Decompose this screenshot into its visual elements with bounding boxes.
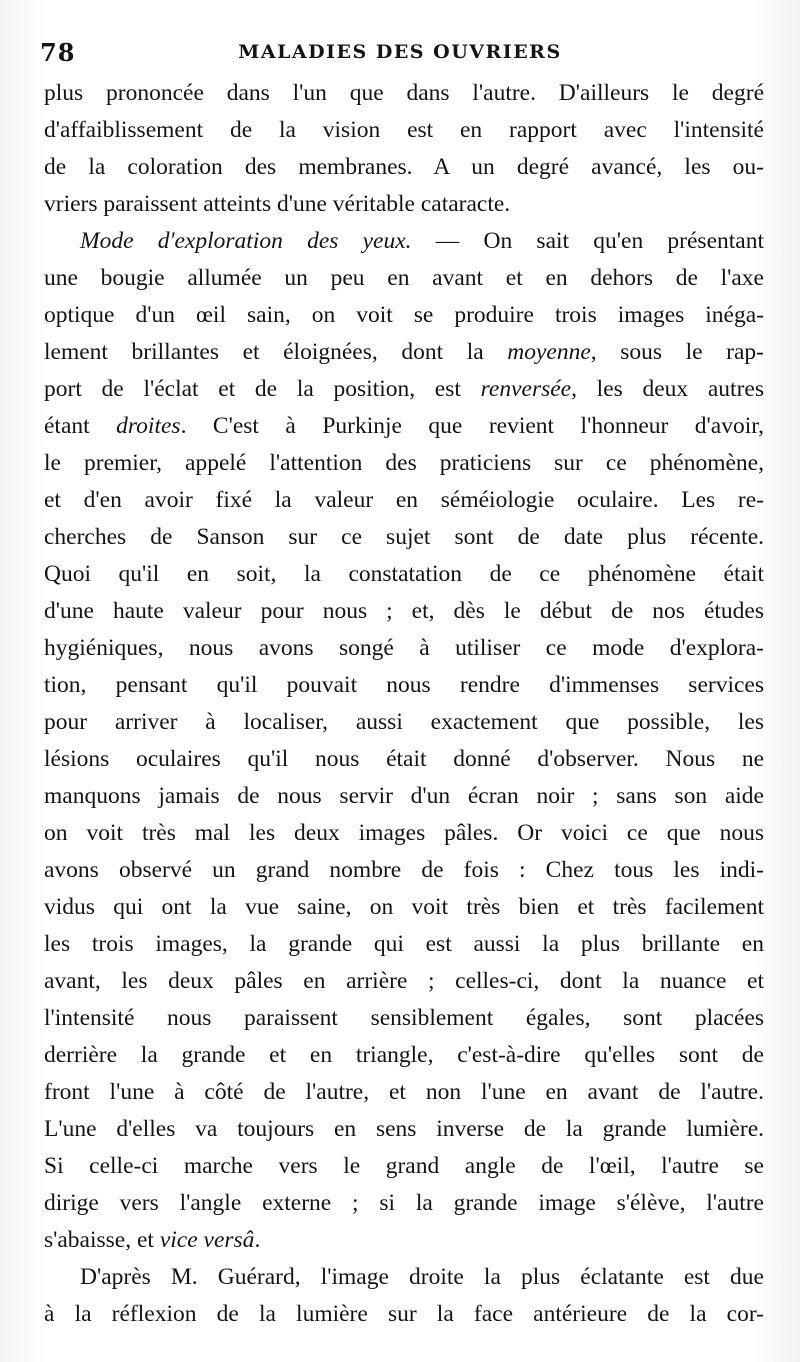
text-line — [44, 186, 764, 223]
line-text: — On sait qu'en présentant — [411, 228, 764, 254]
line-text: . — [254, 1227, 261, 1253]
text-line — [44, 741, 764, 778]
running-title: MALADIES DES OUVRIERS — [238, 41, 562, 63]
italic-text: renversée — [480, 376, 572, 402]
line-text: optique d'un œil sain, on voit se produire trois images inéga- — [44, 302, 764, 328]
line-text: manquons jamais de nous servir d'un écran noir ; sans son aide — [44, 783, 764, 809]
line-text: lésions oculaires qu'il nous était donné d'observer. Nous ne — [44, 746, 764, 772]
line-text: Quoi qu'il en soit, la constatation de ce phénomène était — [44, 561, 764, 587]
line-text: , les deux autres — [571, 376, 764, 402]
italic-text: vice versâ — [159, 1227, 255, 1253]
text-line — [44, 112, 764, 149]
line-text: le premier, appelé l'attention des praticiens sur ce phénomène, — [44, 450, 764, 476]
text-line — [44, 334, 764, 371]
line-text: étant — [44, 413, 117, 439]
text-line — [44, 630, 764, 667]
line-text: de la coloration des membranes. A un degré avancé, les ou- — [44, 154, 764, 180]
line-text: . C'est à Purkinje que revient l'honneur d'avoir, — [180, 413, 765, 439]
text-line — [44, 260, 764, 297]
text-line — [44, 1259, 764, 1296]
line-text: Si celle-ci marche vers le grand angle de l'œil, l'autre se — [44, 1153, 764, 1179]
text-line — [44, 297, 764, 334]
line-text: d'une haute valeur pour nous ; et, dès le début de nos études — [44, 598, 764, 624]
line-text: front l'une à côté de l'autre, et non l'une en avant de l'autre. — [44, 1079, 764, 1105]
text-line — [44, 75, 764, 112]
text-line — [44, 1148, 764, 1185]
line-text: à la réflexion de la lumière sur la face antérieure de la cor- — [44, 1301, 764, 1327]
text-line — [44, 667, 764, 704]
line-text: vriers paraissent atteints d'une véritable cataracte. — [44, 191, 511, 217]
page-number: 78 — [40, 38, 76, 67]
line-text: , sous le rap- — [590, 339, 764, 365]
line-text: d'affaiblissement de la vision est en rapport avec l'intensité — [44, 117, 764, 143]
line-text: lement brillantes et éloignées, dont la — [44, 339, 508, 365]
body-text — [44, 75, 764, 1333]
text-line — [44, 963, 764, 1000]
text-line — [44, 1296, 764, 1333]
line-text: les trois images, la grande qui est aussi la plus brillante en — [44, 931, 764, 957]
text-line — [44, 556, 764, 593]
line-text: L'une d'elles va toujours en sens inverse de la grande lumière. — [44, 1116, 764, 1142]
line-text: vidus qui ont la vue saine, on voit très bien et très facilement — [44, 894, 764, 920]
page-header — [40, 38, 760, 74]
line-text: plus prononcée dans l'un que dans l'autre. D'ailleurs le degré — [44, 80, 764, 106]
text-line — [44, 1111, 764, 1148]
italic-text: droites — [116, 413, 181, 439]
text-line — [44, 1074, 764, 1111]
text-line — [44, 704, 764, 741]
text-line — [44, 889, 764, 926]
line-text: tion, pensant qu'il pouvait nous rendre d'immenses services — [44, 672, 764, 698]
text-line — [44, 371, 764, 408]
line-text: cherches de Sanson sur ce sujet sont de date plus récente. — [44, 524, 764, 550]
text-line — [44, 778, 764, 815]
text-line — [44, 445, 764, 482]
line-text: avons observé un grand nombre de fois : Chez tous les indi- — [44, 857, 764, 883]
line-text: dirige vers l'angle externe ; si la grande image s'élève, l'autre — [44, 1190, 764, 1216]
text-line — [44, 519, 764, 556]
text-line — [44, 408, 764, 445]
text-line — [44, 593, 764, 630]
text-line — [44, 1185, 764, 1222]
line-text: pour arriver à localiser, aussi exactement que possible, les — [44, 709, 764, 735]
line-text: derrière la grande et en triangle, c'est-à-dire qu'elles sont de — [44, 1042, 764, 1068]
text-line — [44, 223, 764, 260]
text-line — [44, 852, 764, 889]
line-text: avant, les deux pâles en arrière ; celles-ci, dont la nuance et — [44, 968, 764, 994]
text-line — [44, 815, 764, 852]
line-text: port de l'éclat et de la position, est — [44, 376, 481, 402]
italic-text: Mode d'exploration des yeux. — [80, 228, 412, 254]
line-text: l'intensité nous paraissent sensiblement égales, sont placées — [44, 1005, 764, 1031]
text-line — [44, 1222, 764, 1259]
line-text: on voit très mal les deux images pâles. Or voici ce que nous — [44, 820, 764, 846]
line-text: s'abaisse, et — [44, 1227, 160, 1253]
text-line — [44, 926, 764, 963]
text-line — [44, 1037, 764, 1074]
line-text: une bougie allumée un peu en avant et en dehors de l'axe — [44, 265, 764, 291]
line-text: D'après M. Guérard, l'image droite la plus éclatante est due — [80, 1264, 764, 1290]
text-line — [44, 482, 764, 519]
line-text: et d'en avoir fixé la valeur en séméiologie oculaire. Les re- — [44, 487, 764, 513]
italic-text: moyenne — [507, 339, 591, 365]
line-text: hygiéniques, nous avons songé à utiliser ce mode d'explora- — [44, 635, 764, 661]
text-line — [44, 149, 764, 186]
text-line — [44, 1000, 764, 1037]
